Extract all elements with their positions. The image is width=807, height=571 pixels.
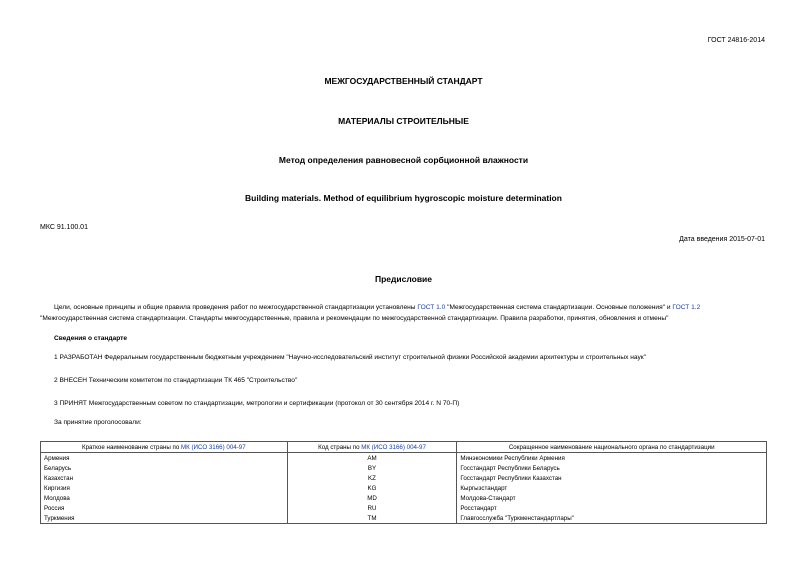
info-item-1: 1 РАЗРАБОТАН Федеральным государственным бюджетным учреждением "Научно-исследовательский институт строительной физики Российской академии архитектуры и строительных наук" — [54, 354, 646, 361]
code-cell: TM — [287, 513, 457, 524]
table-row — [41, 483, 767, 493]
column-header-country — [41, 442, 288, 453]
standard-kind-heading: МЕЖГОСУДАРСТВЕННЫЙ СТАНДАРТ — [324, 76, 483, 86]
code-cell: KZ — [287, 473, 457, 483]
table-row — [41, 503, 767, 513]
foreword-heading: Предисловие — [374, 274, 433, 284]
authority-cell: Главгосслужба "Туркменстандартлары" — [457, 513, 767, 524]
gost-1-2-link[interactable]: ГОСТ 1.2 — [672, 304, 701, 311]
table-row — [41, 473, 767, 483]
authority-cell: Минэкономики Республики Армения — [457, 453, 767, 464]
mks-code: МКС 91.100.01 — [40, 224, 88, 231]
table-row — [41, 463, 767, 473]
country-cell: Казахстан — [41, 473, 288, 483]
standard-subtitle-ru: Метод определения равновесной сорбционной влажности — [278, 155, 529, 165]
country-cell: Армения — [41, 453, 288, 464]
code-cell: RU — [287, 503, 457, 513]
document-code: ГОСТ 24816-2014 — [707, 37, 765, 44]
mk-iso-3166-link[interactable]: МК (ИСО 3166) 004-97 — [361, 443, 426, 451]
header-text: Код страны по — [318, 443, 362, 451]
country-cell: Туркмения — [41, 513, 288, 524]
introduction-date: Дата введения 2015-07-01 — [679, 236, 765, 243]
paragraph-text: "Межгосударственная система стандартизации. Основные положения" и — [445, 304, 673, 311]
table-row — [41, 453, 767, 464]
authority-cell: Кыргызстандарт — [457, 483, 767, 493]
table-row — [41, 493, 767, 503]
authority-cell: Молдова-Стандарт — [457, 493, 767, 503]
authority-cell: Госстандарт Республики Беларусь — [457, 463, 767, 473]
paragraph-text: Цели, основные принципы и общие правила проведения работ по межгосударственной стандартизации установлены — [54, 304, 418, 311]
foreword-paragraph — [40, 303, 770, 324]
code-cell: BY — [287, 463, 457, 473]
member-countries-table — [40, 441, 767, 524]
code-cell: AM — [287, 453, 457, 464]
info-item-3: 3 ПРИНЯТ Межгосударственным советом по стандартизации, метрологии и сертификации (протокол от 30 сентября 2014 г. N 70-П) — [54, 400, 460, 407]
column-header-code — [287, 442, 457, 453]
code-cell: KG — [287, 483, 457, 493]
header-text: Краткое наименование страны по — [81, 443, 181, 451]
header-text: Сокращенное наименование национального органа по стандартизации — [508, 443, 715, 451]
authority-cell: Госстандарт Республики Казахстан — [457, 473, 767, 483]
table-row — [41, 513, 767, 524]
standard-subtitle-en: Building materials. Method of equilibrium hygroscopic moisture determination — [245, 193, 562, 203]
country-cell: Молдова — [41, 493, 288, 503]
country-cell: Киргизия — [41, 483, 288, 493]
column-header-authority — [457, 442, 767, 453]
table-header-row — [41, 442, 767, 453]
code-cell: MD — [287, 493, 457, 503]
paragraph-continuation: "Межгосударственная система стандартизации. Стандарты межгосударственные, правила и рекомендации по межгосударственной стандартизации. Правила разработки, принятия, обновления и отмены" — [40, 314, 669, 322]
country-cell: Россия — [41, 503, 288, 513]
country-cell: Беларусь — [41, 463, 288, 473]
voted-label: За принятие проголосовали: — [54, 419, 142, 426]
standard-title: МАТЕРИАЛЫ СТРОИТЕЛЬНЫЕ — [338, 116, 469, 126]
authority-cell: Росстандарт — [457, 503, 767, 513]
info-item-2: 2 ВНЕСЕН Техническим комитетом по стандартизации ТК 465 "Строительство" — [54, 377, 298, 384]
mk-iso-3166-link[interactable]: МК (ИСО 3166) 004-97 — [181, 443, 246, 451]
gost-1-0-link[interactable]: ГОСТ 1.0 — [417, 304, 446, 311]
info-heading: Сведения о стандарте — [54, 335, 128, 342]
